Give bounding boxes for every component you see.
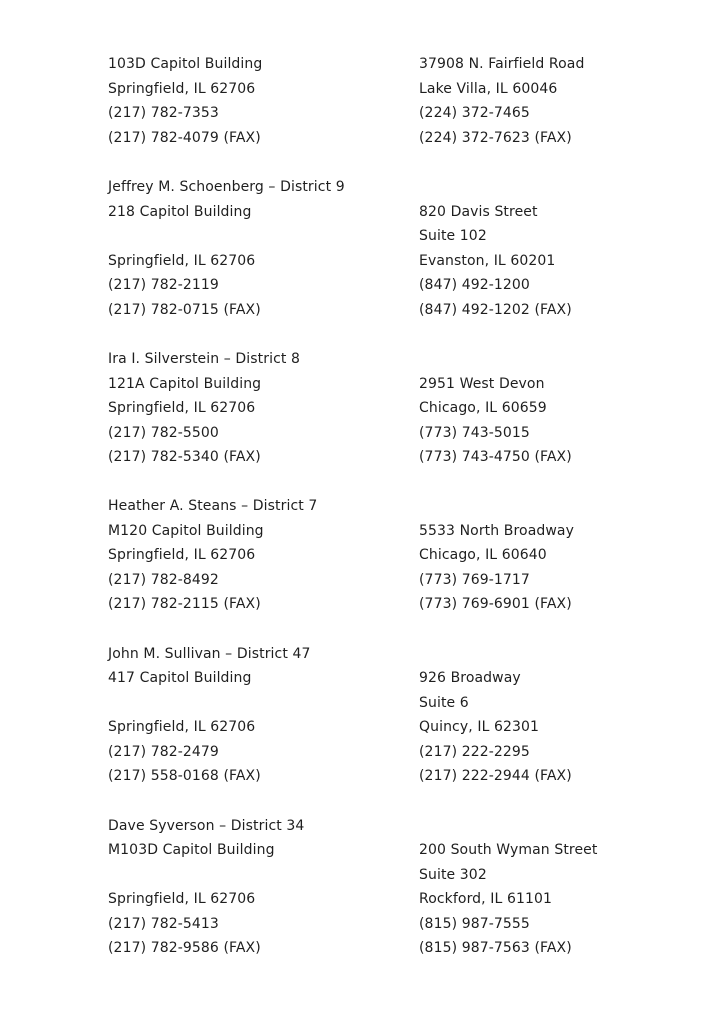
district-address-line: Chicago, IL 60659 xyxy=(419,400,547,416)
office-fax: (217) 782-4079 (FAX) xyxy=(108,130,261,146)
office-address-line: M103D Capitol Building xyxy=(108,842,275,858)
district-fax: (773) 769-6901 (FAX) xyxy=(419,596,572,612)
district-phone: (815) 987-7555 xyxy=(419,916,530,932)
district-phone: (773) 769-1717 xyxy=(419,572,530,588)
senator-name: Ira I. Silverstein – District 8 xyxy=(108,351,301,367)
office-address-line: Springfield, IL 62706 xyxy=(108,253,256,269)
senator-name: John M. Sullivan – District 47 xyxy=(108,646,311,662)
district-address-line: 5533 North Broadway xyxy=(419,523,574,539)
district-address-line: Suite 302 xyxy=(419,867,487,883)
office-address-line: M120 Capitol Building xyxy=(108,523,264,539)
district-address-line: 926 Broadway xyxy=(419,670,521,686)
office-address-line: Springfield, IL 62706 xyxy=(108,719,256,735)
office-phone: (217) 782-8492 xyxy=(108,572,219,588)
district-fax: (224) 372-7623 (FAX) xyxy=(419,130,572,146)
district-fax: (217) 222-2944 (FAX) xyxy=(419,768,572,784)
office-address-line: 218 Capitol Building xyxy=(108,204,252,220)
district-address-line: 37908 N. Fairfield Road xyxy=(419,56,585,72)
office-phone: (217) 782-5413 xyxy=(108,916,219,932)
district-phone: (773) 743-5015 xyxy=(419,425,530,441)
office-address-line: 121A Capitol Building xyxy=(108,376,262,392)
senator-name: Jeffrey M. Schoenberg – District 9 xyxy=(108,179,345,195)
office-address-line: Springfield, IL 62706 xyxy=(108,891,256,907)
office-fax: (217) 782-9586 (FAX) xyxy=(108,940,261,956)
office-phone: (217) 782-2119 xyxy=(108,277,219,293)
district-address-line: 820 Davis Street xyxy=(419,204,538,220)
district-address-line: Chicago, IL 60640 xyxy=(419,547,547,563)
district-address-line: 200 South Wyman Street xyxy=(419,842,598,858)
district-fax: (847) 492-1202 (FAX) xyxy=(419,302,572,318)
office-phone: (217) 782-2479 xyxy=(108,744,219,760)
office-address-line: 417 Capitol Building xyxy=(108,670,252,686)
district-address-line: Quincy, IL 62301 xyxy=(419,719,540,735)
office-fax: (217) 558-0168 (FAX) xyxy=(108,768,261,784)
office-phone: (217) 782-7353 xyxy=(108,105,219,121)
office-address-line: Springfield, IL 62706 xyxy=(108,400,256,416)
office-fax: (217) 782-5340 (FAX) xyxy=(108,449,261,465)
office-fax: (217) 782-0715 (FAX) xyxy=(108,302,261,318)
senator-name: Heather A. Steans – District 7 xyxy=(108,498,318,514)
office-address-line: Springfield, IL 62706 xyxy=(108,81,256,97)
district-address-line: 2951 West Devon xyxy=(419,376,545,392)
district-address-line: Suite 6 xyxy=(419,695,469,711)
office-fax: (217) 782-2115 (FAX) xyxy=(108,596,261,612)
district-address-line: Evanston, IL 60201 xyxy=(419,253,556,269)
district-fax: (815) 987-7563 (FAX) xyxy=(419,940,572,956)
district-address-line: Suite 102 xyxy=(419,228,487,244)
senator-name: Dave Syverson – District 34 xyxy=(108,818,305,834)
district-fax: (773) 743-4750 (FAX) xyxy=(419,449,572,465)
district-phone: (224) 372-7465 xyxy=(419,105,530,121)
office-phone: (217) 782-5500 xyxy=(108,425,219,441)
district-phone: (847) 492-1200 xyxy=(419,277,530,293)
office-address-line: Springfield, IL 62706 xyxy=(108,547,256,563)
district-address-line: Lake Villa, IL 60046 xyxy=(419,81,558,97)
district-phone: (217) 222-2295 xyxy=(419,744,530,760)
district-address-line: Rockford, IL 61101 xyxy=(419,891,552,907)
office-address-line: 103D Capitol Building xyxy=(108,56,263,72)
